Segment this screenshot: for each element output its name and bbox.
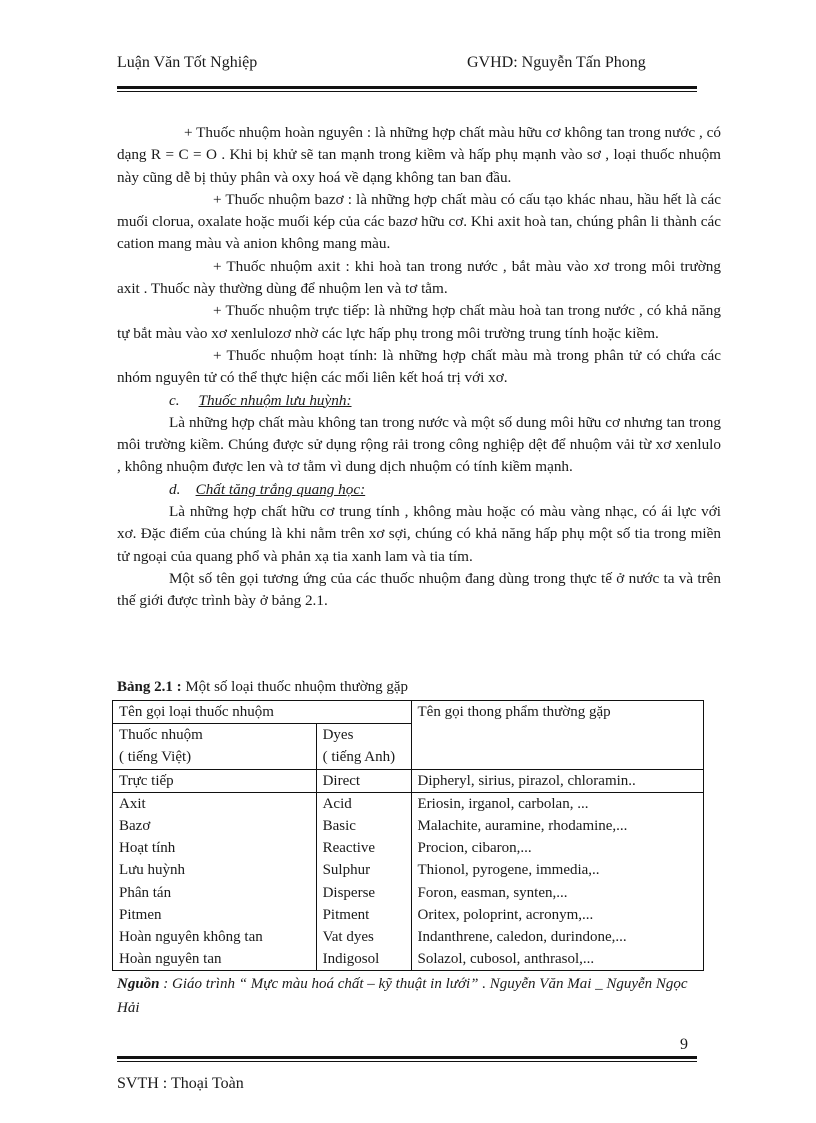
cell-trade: Thionol, pyrogene, immedia,..: [411, 859, 703, 881]
table-row: [113, 792, 704, 815]
header-rule-thin: [117, 91, 697, 92]
header-vi-line2: ( tiếng Việt): [119, 749, 192, 766]
dye-table: [112, 700, 704, 971]
cell-vi: Lưu huỳnh: [113, 859, 317, 881]
paragraph-acid-dyes: + Thuốc nhuộm axit : khi hoà tan trong nước , bắt màu vào xơ trong môi trường axit . Thuốc này thường dùng để nhuộm len và tơ tằm.: [117, 257, 721, 298]
paragraph-basic-dyes: + Thuốc nhuộm bazơ : là những hợp chất màu có cấu tạo khác nhau, hầu hết là các muối clorua, oxalate hoặc muối kép của các bazơ hữu cơ. Khi axit hoà tan, chúng phân li thành các cation mang màu và anion không mang màu.: [117, 190, 721, 253]
cell-vi: Bazơ: [113, 815, 317, 837]
cell-en: Basic: [316, 815, 411, 837]
paragraph-sulphur-dyes: Là những hợp chất màu không tan trong nước và một số dung môi hữu cơ nhưng tan trong môi trường kiềm. Chúng được sử dụng rộng rải trong công nghiệp dệt để nhuộm vải từ xơ xenlulo , không nhuộm được len và tơ tằm vì dung dịch nhuộm có tính kiềm mạnh.: [117, 413, 721, 476]
cell-en: Acid: [316, 792, 411, 815]
subheading-c-title: Thuốc nhuộm lưu huỳnh:: [198, 391, 352, 409]
table-row: [113, 904, 704, 926]
cell-trade: Indanthrene, caledon, durindone,...: [411, 926, 703, 948]
cell-trade: Oritex, poloprint, acronym,...: [411, 904, 703, 926]
subheading-c-label: c.: [169, 391, 180, 409]
cell-en: Disperse: [316, 882, 411, 904]
page-number: 9: [680, 1036, 688, 1053]
table-row: [113, 769, 704, 792]
paragraph-vat-dyes: + Thuốc nhuộm hoàn nguyên : là những hợp chất màu hữu cơ không tan trong nước , có dạng R = C = O . Khi bị khử sẽ tan mạnh trong kiềm và hấp phụ mạnh vào sơ , loại thuốc nhuộm này cũng dễ bị thủy phân và oxy hoá về dạng không tan ban đầu.: [117, 124, 721, 186]
header-en-cell: [316, 724, 411, 769]
cell-vi: Hoàn nguyên tan: [113, 948, 317, 971]
paragraph-direct-dyes: + Thuốc nhuộm trực tiếp: là những hợp chất màu hoà tan trong nước , có khả năng tự bắt màu vào xơ xenlulozơ nhờ các lực hấp phụ trong môi trường trung tính hoặc kiềm.: [117, 302, 721, 342]
cell-vi: Trực tiếp: [113, 769, 317, 792]
header-vi-cell: [113, 724, 317, 769]
cell-vi: Hoạt tính: [113, 837, 317, 859]
cell-en: Pitment: [316, 904, 411, 926]
source-label: Nguồn: [117, 976, 160, 992]
header-left: Luận Văn Tốt Nghiệp: [117, 54, 258, 71]
header-en-line1: Dyes: [322, 727, 354, 744]
body-text: [117, 122, 721, 613]
cell-en: Vat dyes: [316, 926, 411, 948]
paragraph-optical-brightener: Là những hợp chất hữu cơ trung tính , không màu hoặc có màu vàng nhạc, có ái lực với xơ. Đặc điểm của chúng là khi nằm trên xơ sợi, chúng có khả năng hấp phụ một số tia trong miền tử ngoại của quang phổ và phản xạ tia xanh lam và tia tím.: [117, 503, 721, 565]
subheading-d-label: d.: [169, 480, 181, 498]
table-row: [113, 926, 704, 948]
table-caption-label: Bảng 2.1 :: [117, 679, 182, 695]
source-text: : Giáo trình “ Mực màu hoá chất – kỹ thuật in lưới” . Nguyễn Văn Mai _ Nguyễn Ngọc Hải: [117, 976, 688, 1016]
footer-rule-thin: [117, 1061, 697, 1062]
cell-trade: Malachite, auramine, rhodamine,...: [411, 815, 703, 837]
cell-en: Reactive: [316, 837, 411, 859]
cell-vi: Hoàn nguyên không tan: [113, 926, 317, 948]
header-group-cell: Tên gọi loại thuốc nhuộm: [113, 701, 412, 724]
header-right: GVHD: Nguyễn Tấn Phong: [467, 54, 646, 71]
cell-trade: Eriosin, irganol, carbolan, ...: [411, 792, 703, 815]
cell-en: Indigosol: [316, 948, 411, 971]
table-source: [117, 972, 707, 1020]
table-row: [113, 948, 704, 971]
table-row: [113, 837, 704, 859]
cell-en: Sulphur: [316, 859, 411, 881]
cell-vi: Axit: [113, 792, 317, 815]
header-en-line2: ( tiếng Anh): [322, 749, 396, 766]
cell-vi: Pitmen: [113, 904, 317, 926]
footer-rule-thick: [117, 1056, 697, 1059]
cell-vi: Phân tán: [113, 882, 317, 904]
table-header-row-1: [113, 701, 704, 724]
header-vi-line1: Thuốc nhuộm: [119, 727, 203, 744]
table-caption: [117, 679, 408, 696]
table-row: [113, 882, 704, 904]
subheading-sulphur: [117, 390, 721, 412]
paragraph-table-intro: Một số tên gọi tương ứng của các thuốc nhuộm đang dùng trong thực tế ở nước ta và trên thế giới được trình bày ở bảng 2.1.: [117, 569, 721, 610]
table-caption-text: Một số loại thuốc nhuộm thường gặp: [181, 679, 409, 695]
header-trade-cell: Tên gọi thong phẩm thường gặp: [411, 701, 703, 770]
header-rule-thick: [117, 86, 697, 89]
paragraph-reactive-dyes: + Thuốc nhuộm hoạt tính: là những hợp chất màu mà trong phân tử có chứa các nhóm nguyên tử có thể thực hiện các mối liên kết hoá trị với xơ.: [117, 346, 721, 387]
cell-en: Direct: [316, 769, 411, 792]
subheading-d-title: Chất tăng trắng quang học:: [195, 480, 366, 498]
cell-trade: Procion, cibaron,...: [411, 837, 703, 859]
cell-trade: Dipheryl, sirius, pirazol, chloramin..: [411, 769, 703, 792]
cell-trade: Solazol, cubosol, anthrasol,...: [411, 948, 703, 971]
footer-student: SVTH : Thoại Toàn: [117, 1075, 244, 1092]
table-row: [113, 815, 704, 837]
cell-trade: Foron, easman, synten,...: [411, 882, 703, 904]
subheading-brightener: [117, 479, 721, 501]
table-row: [113, 859, 704, 881]
